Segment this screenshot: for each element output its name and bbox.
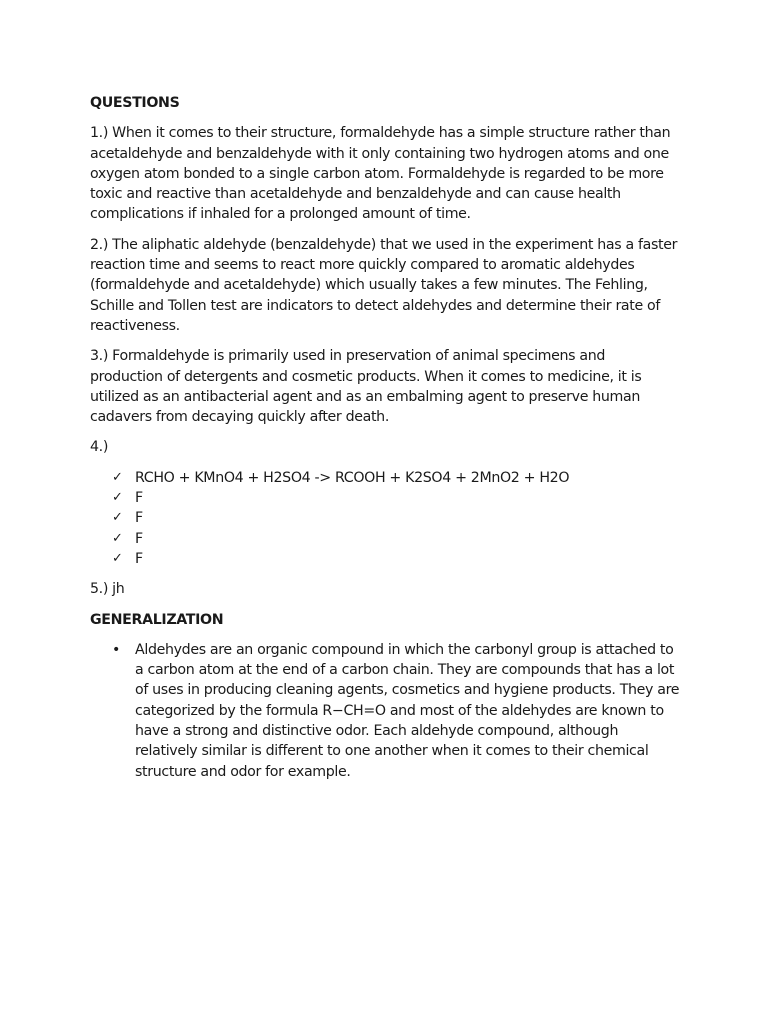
checklist-item	[90, 508, 680, 528]
questions-heading: QUESTIONS	[90, 95, 180, 111]
answer-1: 1.) When it comes to their structure, formaldehyde has a simple structure rather than acetaldehyde and benzaldehyde with it only containing two hydrogen atoms and one oxygen atom bonded to a single carbon atom. Formaldehyde is regarded to be more toxic and reactive than acetaldehyde and benzaldehyde and can cause health complications if inhaled for a prolonged amount of time.	[90, 125, 671, 223]
checkmark-icon: ✓	[112, 469, 123, 485]
answer-2: 2.) The aliphatic aldehyde (benzaldehyde) that we used in the experiment has a faster reaction time and seems to react more quickly compared to aromatic aldehydes (formaldehyde and acetaldehyde) which usually takes a few minutes. The Fehling, Schille and Tollen test are indicators to detect aldehydes and determine their rate of reactiveness.	[90, 236, 678, 334]
checklist-item-text: F	[135, 530, 143, 547]
checklist-item-text: F	[135, 490, 143, 507]
checklist-item-text: F	[135, 550, 143, 567]
checkmark-icon: ✓	[112, 550, 123, 566]
checklist-item-text: F	[135, 510, 143, 527]
checklist-item	[90, 549, 680, 569]
checkmark-icon: ✓	[112, 510, 123, 526]
answer-5: 5.) jh	[90, 581, 125, 598]
generalization-heading: GENERALIZATION	[90, 611, 224, 628]
document-page	[90, 93, 680, 782]
bullet-icon: •	[112, 641, 121, 658]
checkmark-icon: ✓	[112, 530, 123, 546]
checkmark-icon: ✓	[112, 490, 123, 506]
checklist-item	[90, 529, 680, 549]
answer-4-label: 4.)	[90, 439, 109, 456]
generalization-item	[90, 640, 680, 782]
generalization-text: Aldehydes are an organic compound in which the carbonyl group is attached to a carbon atom at the end of a carbon chain. They are compounds that has a lot of uses in producing cleaning agents, cosmetics and hygiene products. They are categorized by the formula R−CH=O and most of the aldehydes are known to have a strong and distinctive odor. Each aldehyde compound, although relatively similar is different to one another when it comes to their chemical structure and odor for example.	[135, 641, 680, 780]
checklist-item	[90, 468, 680, 488]
checklist-item	[90, 488, 680, 508]
generalization-list	[90, 640, 680, 782]
answer-3: 3.) Formaldehyde is primarily used in preservation of animal specimens and production of detergents and cosmetic products. When it comes to medicine, it is utilized as an antibacterial agent and as an embalming agent to preserve human cadavers from decaying quickly after death.	[90, 348, 642, 426]
checklist-item-text: RCHO + KMnO4 + H2SO4 -> RCOOH + K2SO4 + 2MnO2 + H2O	[135, 469, 570, 486]
answer-4-checklist	[90, 468, 680, 569]
